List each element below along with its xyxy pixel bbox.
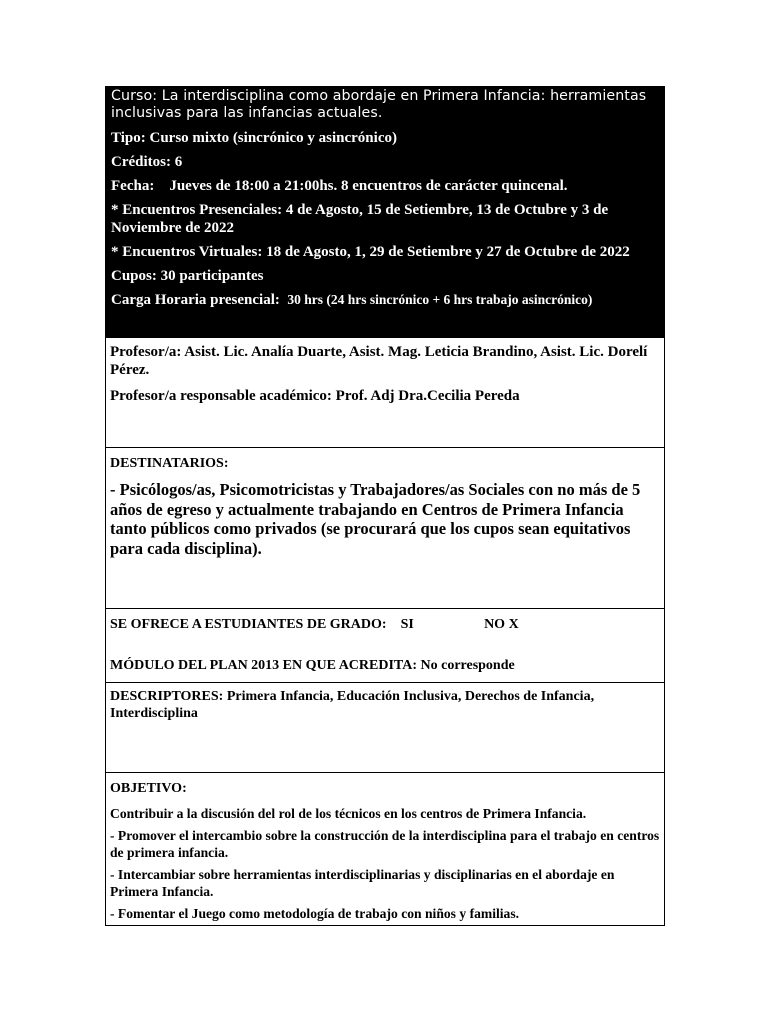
objective-heading: OBJETIVO: — [110, 781, 187, 796]
course-date-label: Fecha: — [111, 178, 155, 194]
objective-item: - Fomentar el Juego como metodología de trabajo con niños y familias. — [110, 906, 520, 921]
course-date — [111, 177, 659, 195]
descriptors-cell — [106, 683, 664, 773]
professors-cell — [106, 338, 664, 448]
academic-responsible: Profesor/a responsable académico: Prof. Adj Dra.Cecilia Pereda — [110, 388, 520, 404]
audience-body: - Psicólogos/as, Psicomotricistas y Trabajadores/as Sociales con no más de 5 años de egreso y actualmente trabajando en Centros de Primera Infancia tanto públicos como privados (se procurará que los cupos sean equitativos para cada disciplina). — [110, 480, 641, 558]
offered-to-students-cell — [106, 609, 664, 683]
professors-list: Profesor/a: Asist. Lic. Analía Duarte, Asist. Mag. Leticia Brandino, Asist. Lic. Dorelí Pérez. — [110, 344, 648, 378]
course-credits: Créditos: 6 — [111, 154, 183, 170]
plan-module: MÓDULO DEL PLAN 2013 EN QUE ACREDITA: No corresponde — [110, 658, 515, 673]
offered-to-students-line — [110, 616, 660, 633]
course-title: Curso: La interdisciplina como abordaje en Primera Infancia: herramientas inclusivas para las infancias actuales. — [111, 88, 647, 121]
offered-label: SE OFRECE A ESTUDIANTES DE GRADO: — [110, 617, 387, 632]
offered-yes: SI — [400, 617, 414, 632]
course-info-table — [105, 86, 665, 926]
audience-cell — [106, 448, 664, 609]
course-date-value: Jueves de 18:00 a 21:00hs. 8 encuentros de carácter quincenal. — [169, 178, 568, 194]
course-header-block — [106, 87, 664, 338]
objective-item: - Promover el intercambio sobre la construcción de la interdisciplina para el trabajo en centros de primera infancia. — [110, 828, 660, 860]
course-type: Tipo: Curso mixto (sincrónico y asincrónico) — [111, 130, 397, 146]
course-seats: Cupos: 30 participantes — [111, 268, 264, 284]
objective-item: - Intercambiar sobre herramientas interdisciplinarias y disciplinarias en el abordaje en Primera Infancia. — [110, 867, 615, 899]
course-hours — [111, 291, 659, 309]
virtual-sessions: * Encuentros Virtuales: 18 de Agosto, 1, 29 de Setiembre y 27 de Octubre de 2022 — [111, 244, 630, 260]
offered-no: NO X — [484, 617, 519, 632]
audience-heading: DESTINATARIOS: — [110, 456, 229, 471]
objective-cell — [106, 773, 664, 925]
course-hours-value: 30 hrs (24 hrs sincrónico + 6 hrs trabajo asincrónico) — [287, 292, 593, 307]
objective-item: Contribuir a la discusión del rol de los técnicos en los centros de Primera Infancia. — [110, 806, 587, 821]
in-person-sessions: * Encuentros Presenciales: 4 de Agosto, 15 de Setiembre, 13 de Octubre y 3 de Noviembre de 2022 — [111, 202, 609, 236]
course-hours-label: Carga Horaria presencial: — [111, 292, 280, 308]
descriptors-text: DESCRIPTORES: Primera Infancia, Educación Inclusiva, Derechos de Infancia, Interdisciplina — [110, 689, 595, 721]
